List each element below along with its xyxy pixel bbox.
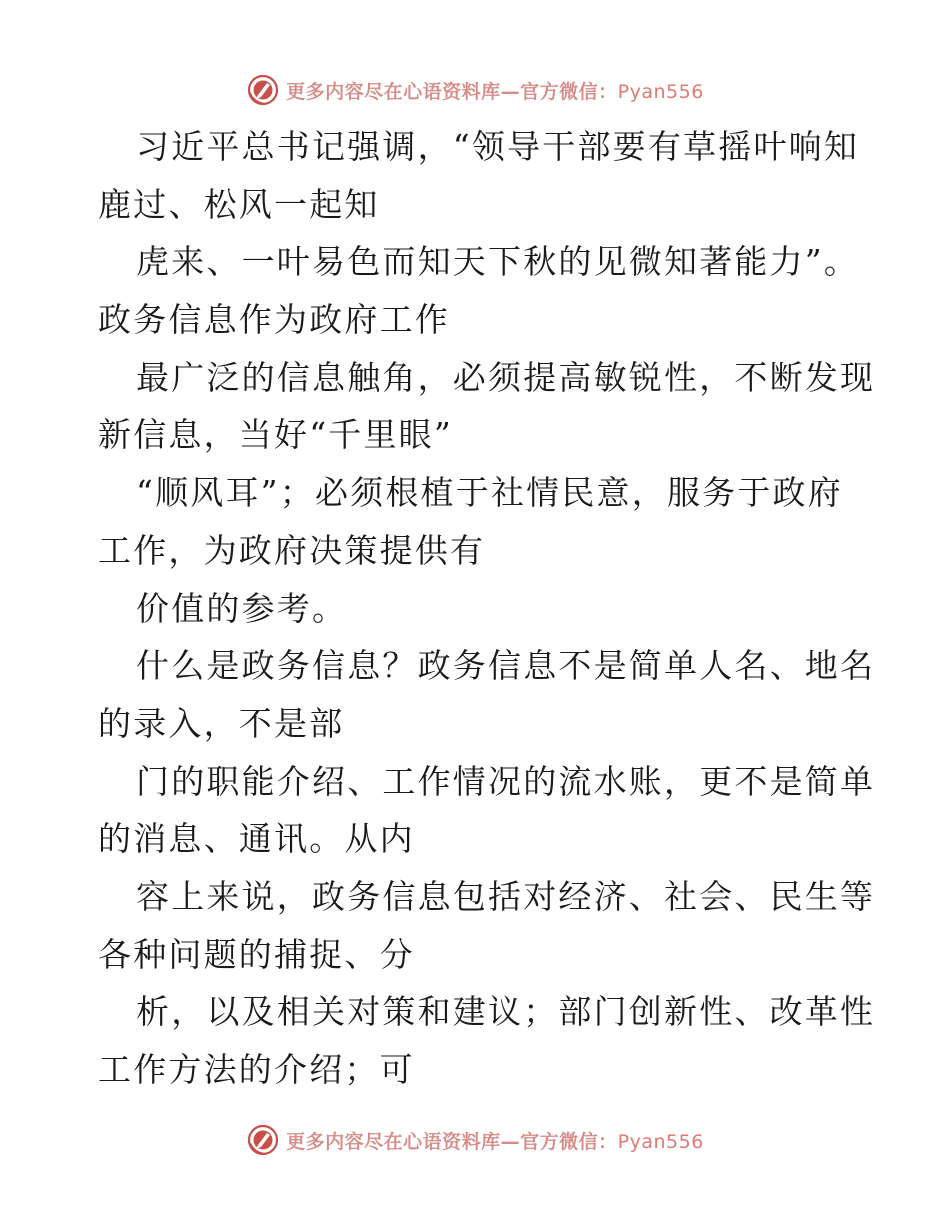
text-line: 鹿过、松风一起知 [98, 184, 380, 224]
text-line: 什么是政务信息？政务信息不是简单人名、地名 [136, 646, 876, 686]
watermark-text [286, 77, 704, 104]
text-line: 价值的参考。 [136, 588, 348, 628]
text-line: 政务信息作为政府工作 [98, 300, 450, 340]
text-line: 的消息、通讯。从内 [98, 819, 415, 859]
text-line: 习近平总书记强调，“领导干部要有草摇叶响知 [136, 127, 860, 166]
text-line: 新信息，当好“千里眼” [98, 415, 453, 455]
text-line: 工作方法的介绍；可 [98, 1050, 415, 1089]
pen-logo-icon [246, 1123, 280, 1157]
watermark-text [286, 1127, 704, 1154]
header-watermark [0, 70, 950, 110]
watermark-account: Pyan556 [617, 1130, 704, 1153]
text-line: “顺风耳”；必须根植于社情民意，服务于政府 [136, 473, 843, 513]
document-body [98, 118, 876, 1099]
text-line: 容上来说，政务信息包括对经济、社会、民生等 [136, 876, 876, 916]
text-line: 工作，为政府决策提供有 [98, 530, 486, 570]
watermark-label: 更多内容尽在心语资料库—官方微信： [286, 80, 618, 103]
text-line: 的录入，不是部 [98, 703, 345, 743]
watermark-label: 更多内容尽在心语资料库—官方微信： [286, 1130, 618, 1153]
footer-watermark [0, 1120, 950, 1160]
pen-logo-icon [246, 73, 280, 107]
text-line: 门的职能介绍、工作情况的流水账，更不是简单 [136, 761, 876, 801]
text-line: 析，以及相关对策和建议；部门创新性、改革性 [136, 992, 876, 1032]
watermark-account: Pyan556 [617, 80, 704, 103]
text-line: 最广泛的信息触角，必须提高敏锐性，不断发现 [136, 357, 876, 397]
text-line: 虎来、一叶易色而知天下秋的见微知著能力”。 [136, 242, 860, 282]
text-line: 各种问题的捕捉、分 [98, 934, 415, 974]
